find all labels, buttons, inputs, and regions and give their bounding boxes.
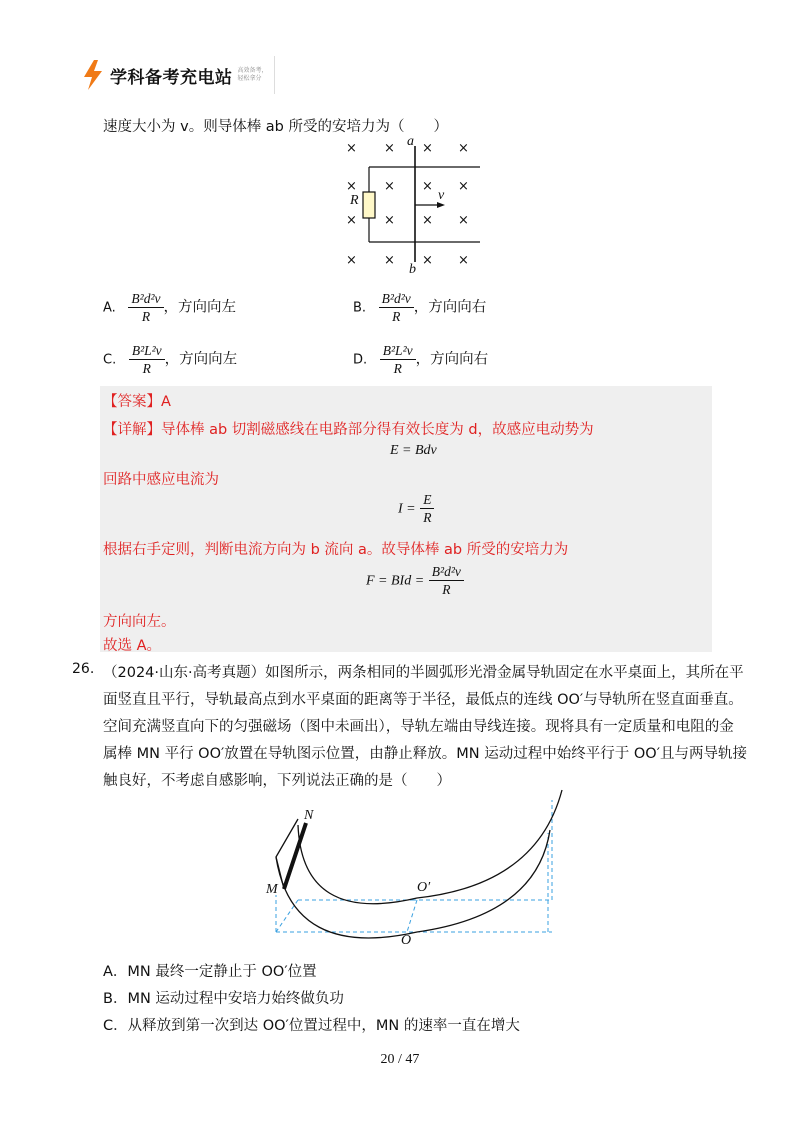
field-cross: × bbox=[346, 141, 357, 156]
label-R: R bbox=[350, 193, 359, 208]
detail-line: 【详解】导体棒 ab 切割磁感线在电路部分得有效长度为 d，故感应电动势为 bbox=[103, 422, 594, 438]
lightning-bolt-icon bbox=[82, 60, 104, 90]
equation-emf: E = Bdv bbox=[390, 443, 437, 458]
header-logo bbox=[82, 56, 275, 94]
answer-line: 【答案】A bbox=[103, 394, 171, 410]
label-N: N bbox=[304, 808, 314, 823]
q26-stem-line: （2024·山东·高考真题）如图所示，两条相同的半圆弧形光滑金属导轨固定在水平桌面上，其所在平 bbox=[103, 665, 744, 681]
page-number: 20 / 47 bbox=[380, 1052, 420, 1067]
field-cross: × bbox=[384, 141, 395, 156]
equation-current: I = $\frac{E}{R}$ bbox=[398, 491, 434, 526]
field-cross: × bbox=[422, 253, 433, 268]
q26-stem-line: 属棒 MN 平行 OO′放置在导轨图示位置，由静止释放。MN 运动过程中始终平行于 OO′且与两导轨接 bbox=[103, 746, 747, 762]
field-cross: × bbox=[346, 253, 357, 268]
field-cross: × bbox=[384, 179, 395, 194]
q26-stem-line: 面竖直且平行，导轨最高点到水平桌面的距离等于半径，最低点的连线 OO′与导轨所在竖直面垂直。 bbox=[103, 692, 743, 708]
field-cross: × bbox=[384, 253, 395, 268]
final-choice-line: 故选 A。 bbox=[103, 638, 162, 654]
field-cross: × bbox=[346, 179, 357, 194]
field-cross: × bbox=[458, 179, 469, 194]
brand-name: 学科备考充电站 bbox=[110, 67, 233, 88]
label-O: O bbox=[401, 933, 412, 948]
label-O-prime: O′ bbox=[417, 880, 431, 895]
q25-option-d: D. $\frac{\text{B²L²v}}{R}$ ，方向向右 bbox=[353, 343, 489, 376]
field-cross: × bbox=[384, 213, 395, 228]
q26-stem-line: 空间充满竖直向下的匀强磁场（图中未画出），导轨左端由导线连接。现将具有一定质量和电阻的金 bbox=[103, 719, 734, 735]
field-cross: × bbox=[422, 213, 433, 228]
label-v: v bbox=[438, 188, 445, 203]
q26-option-b: B．MN 运动过程中安培力始终做负功 bbox=[103, 991, 344, 1007]
label-a: a bbox=[407, 134, 414, 149]
brand-subtitle: 高效备考，轻松拿分 bbox=[237, 67, 268, 82]
q25-option-c: C. $\frac{\text{B²L²v}}{R}$ ，方向向左 bbox=[103, 343, 238, 376]
q25-option-b: B. $\frac{\text{B²d²v}}{R}$ ，方向向右 bbox=[353, 291, 487, 324]
label-M: M bbox=[266, 882, 278, 897]
q25-circuit-figure bbox=[335, 134, 495, 280]
field-cross: × bbox=[422, 141, 433, 156]
q26-number: 26. bbox=[72, 661, 95, 677]
q26-option-c: C．从释放到第一次到达 OO′位置过程中，MN 的速率一直在增大 bbox=[103, 1018, 520, 1034]
field-cross: × bbox=[458, 213, 469, 228]
label-b: b bbox=[409, 262, 416, 277]
q25-option-a: A. $\frac{\text{B²d²v}}{R}$ ，方向向左 bbox=[103, 291, 236, 324]
field-cross: × bbox=[458, 253, 469, 268]
q26-stem-line: 触良好，不考虑自感影响，下列说法正确的是（ ） bbox=[103, 773, 451, 789]
field-cross: × bbox=[422, 179, 433, 194]
direction-line: 方向向左。 bbox=[103, 614, 176, 630]
field-cross: × bbox=[346, 213, 357, 228]
current-line: 回路中感应电流为 bbox=[103, 472, 219, 488]
q26-option-a: A．MN 最终一定静止于 OO′位置 bbox=[103, 964, 317, 980]
equation-force: F = BId = $\frac{\text{B²d²v}}{R}$ bbox=[366, 563, 464, 598]
right-hand-rule-line: 根据右手定则，判断电流方向为 b 流向 a。故导体棒 ab 所受的安培力为 bbox=[103, 542, 569, 558]
q25-stem-tail: 速度大小为 v。则导体棒 ab 所受的安培力为（ ） bbox=[103, 119, 448, 135]
field-cross: × bbox=[458, 141, 469, 156]
